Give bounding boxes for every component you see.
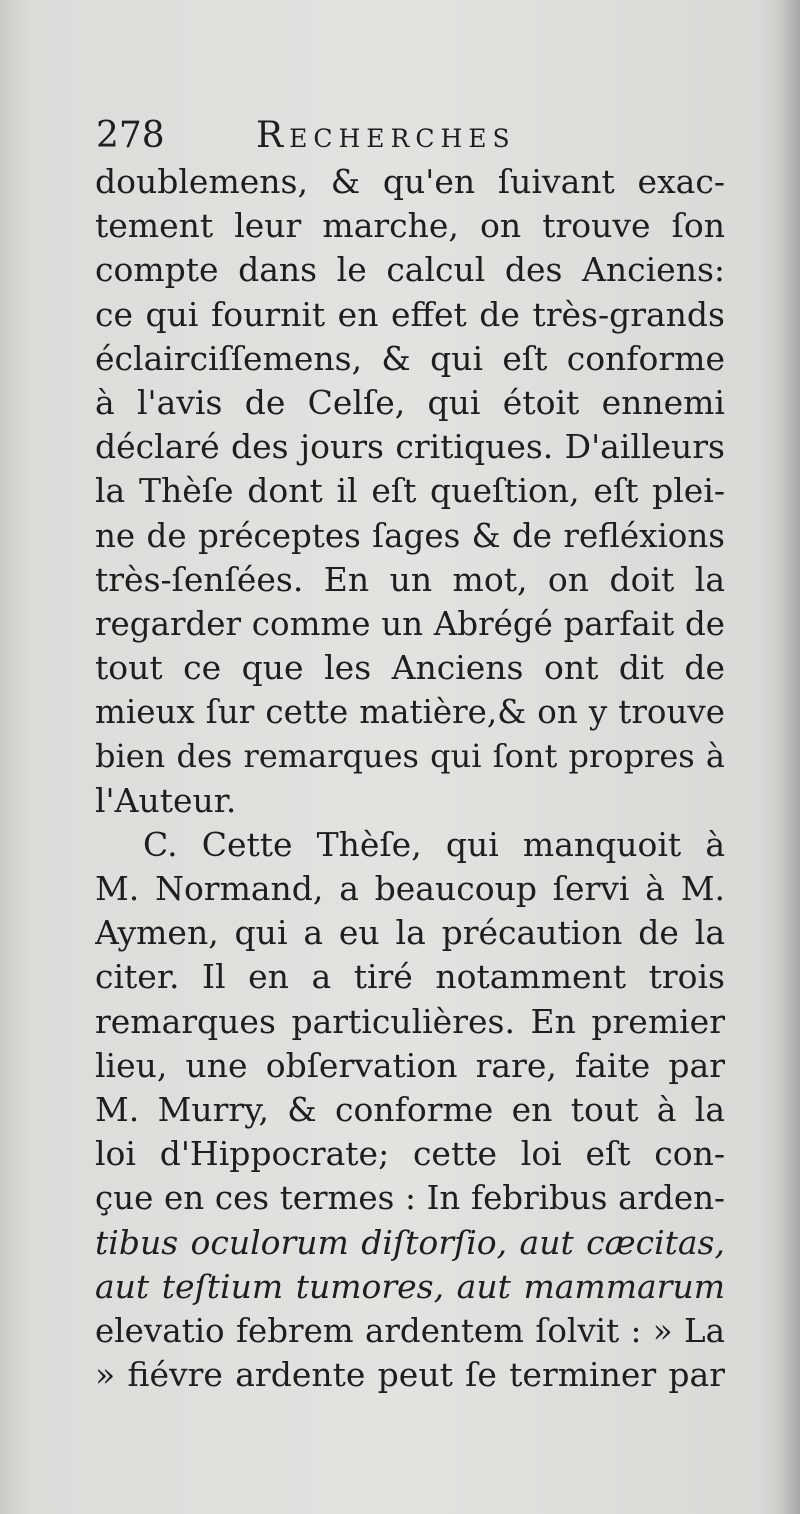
body-text bbox=[95, 160, 725, 1397]
text-line: mieux ſur cette matière,& on y trouve bbox=[95, 693, 725, 732]
text-line: éclairciſſemens, & qui eſt conforme bbox=[95, 338, 725, 378]
text-line: citer. Il en a tiré notamment trois bbox=[95, 957, 725, 997]
text-line: l'Auteur. bbox=[95, 780, 237, 820]
text-line: tout ce que les Anciens ont dit de bbox=[95, 648, 725, 688]
text-line: très-ſenſées. En un mot, on doit la bbox=[95, 559, 725, 599]
text-line: regarder comme un Abrégé parfait de bbox=[95, 604, 725, 643]
text-line: à l'avis de Celſe, qui étoit ennemi bbox=[95, 382, 725, 422]
running-title: Recherches bbox=[256, 115, 516, 156]
text-line: tement leur marche, on trouve ſon bbox=[95, 206, 725, 246]
text-line: çue en ces termes : In febribus arden- bbox=[95, 1179, 725, 1218]
text-line: M. Murry, & conforme en tout à la bbox=[95, 1089, 725, 1129]
text-line: loi d'Hippocrate; cette loi eſt con- bbox=[95, 1134, 725, 1174]
text-line: aut teſtium tumores, aut mammarum bbox=[95, 1266, 725, 1306]
text-line: déclaré des jours critiques. D'ailleurs bbox=[95, 427, 725, 467]
text-line: ne de préceptes ſages & de refléxions bbox=[95, 516, 725, 555]
text-line: tibus oculorum diſtorſio, aut cæcitas, bbox=[95, 1222, 725, 1262]
text-line: C. Cette Thèſe, qui manquoit à bbox=[143, 824, 725, 864]
text-line: lieu, une obſervation rare, faite par bbox=[95, 1045, 725, 1085]
text-line: la Thèſe dont il eſt queſtion, eſt plei- bbox=[95, 471, 725, 511]
running-head bbox=[96, 112, 736, 160]
text-line: » fiévre ardente peut ſe terminer par bbox=[95, 1355, 725, 1395]
page-edge-shadow bbox=[780, 0, 800, 1514]
text-line: elevatio febrem ardentem ſolvit : » La bbox=[95, 1311, 725, 1350]
text-line: remarques particulières. En premier bbox=[95, 1001, 725, 1041]
text-line: compte dans le calcul des Anciens: bbox=[95, 250, 725, 290]
text-line: ce qui fournit en effet de très-grands bbox=[95, 294, 725, 334]
page-number: 278 bbox=[96, 115, 165, 156]
text-line: M. Normand, a beaucoup ſervi à M. bbox=[95, 869, 725, 908]
text-line: bien des remarques qui ſont propres à bbox=[95, 737, 725, 776]
text-line: doublemens, & qu'en ſuivant exac- bbox=[95, 162, 725, 201]
text-line: Aymen, qui a eu la précaution de la bbox=[95, 913, 725, 953]
